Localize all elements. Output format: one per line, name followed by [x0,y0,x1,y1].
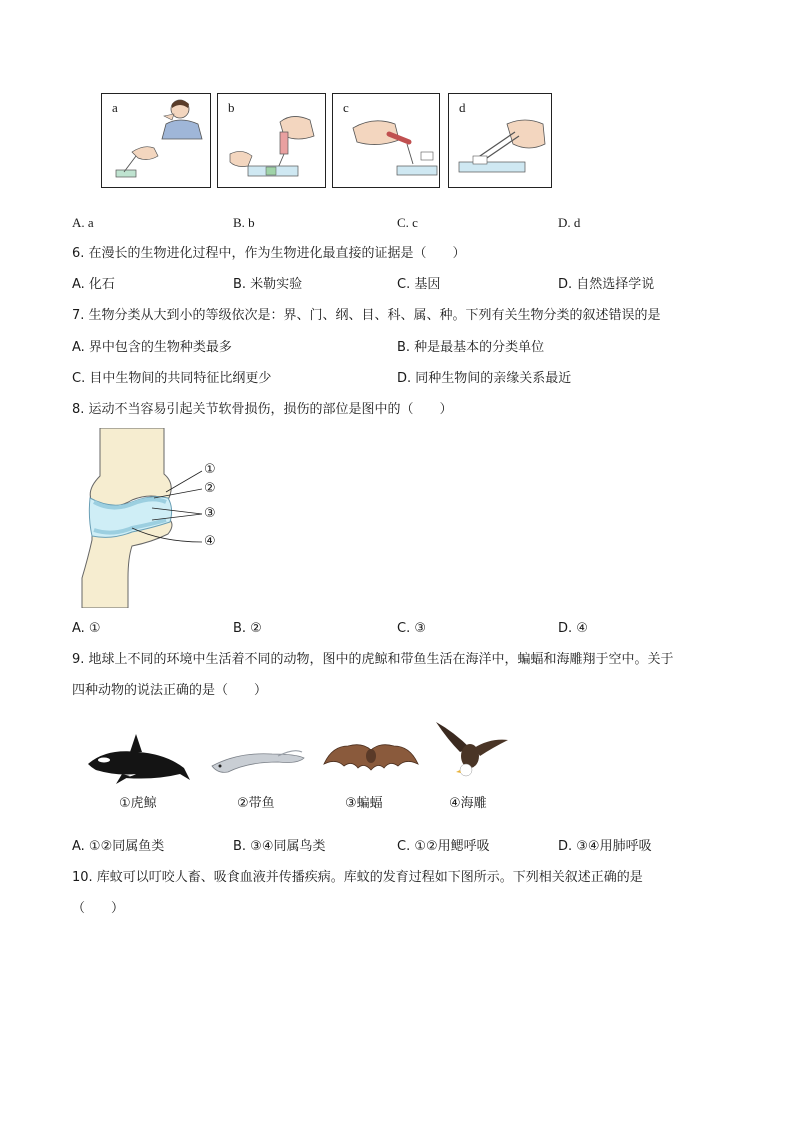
q5-option-d[interactable]: D. d [558,215,581,230]
q8-option-c[interactable]: C. ③ [397,621,426,636]
q10-stem-line1: 10. 库蚊可以叮咬人畜、吸食血液并传播疾病。库蚊的发育过程如下图所示。下列相关叙述正确的是 [72,870,643,885]
panel-label: b [228,100,235,115]
q9-option-b[interactable]: B. ③④同属鸟类 [233,839,326,854]
q7-option-b[interactable]: B. 种是最基本的分类单位 [397,340,545,355]
q6-option-b[interactable]: B. 米勒实验 [233,277,303,292]
q6-option-c[interactable]: C. 基因 [397,277,441,292]
panel-d [448,93,552,188]
caption-orca: ①虎鲸 [119,796,157,811]
orca-image [86,730,192,786]
q5-option-b[interactable]: B. b [233,215,255,230]
caption-sea-eagle: ④海雕 [449,796,487,811]
q8-option-b[interactable]: B. ② [233,621,262,636]
q10-stem-line2: （ ） [72,901,125,916]
panel-c [332,93,440,188]
panel-label: a [112,100,118,115]
knee-label-2: ② [204,481,216,496]
bat-image [322,740,420,784]
q7-option-d[interactable]: D. 同种生物间的亲缘关系最近 [397,371,572,386]
panel-b [217,93,326,188]
q5-option-c[interactable]: C. c [397,215,418,230]
q7-option-a[interactable]: A. 界中包含的生物种类最多 [72,340,232,355]
q9-stem-line1: 9. 地球上不同的环境中生活着不同的动物，图中的虎鲸和带鱼生活在海洋中，蝙蝠和海雕翔于空中。关于 [72,652,674,667]
knee-label-3: ③ [204,506,216,521]
q8-option-d[interactable]: D. ④ [558,621,588,636]
knee-label-4: ④ [204,534,216,549]
person-wiping-mouth-illustration [102,94,210,187]
q9-option-a[interactable]: A. ①②同属鱼类 [72,839,165,854]
panel-label: d [459,100,466,115]
q9-option-d[interactable]: D. ③④用肺呼吸 [558,839,652,854]
q8-option-a[interactable]: A. ① [72,621,101,636]
caption-bat: ③蝙蝠 [345,796,383,811]
q7-option-c[interactable]: C. 目中生物间的共同特征比纲更少 [72,371,272,386]
panel-a [101,93,211,188]
q5-option-a[interactable]: A. a [72,215,94,230]
q9-option-c[interactable]: C. ①②用鳃呼吸 [397,839,490,854]
sea-eagle-image [430,718,510,784]
q6-stem: 6. 在漫长的生物进化过程中，作为生物进化最直接的证据是（ ） [72,246,466,261]
q9-stem-line2: 四种动物的说法正确的是（ ） [72,683,268,698]
q6-option-a[interactable]: A. 化石 [72,277,115,292]
panel-label: c [343,100,349,115]
caption-ribbonfish: ②带鱼 [237,796,275,811]
knee-label-1: ① [204,462,216,477]
ribbonfish-image [208,742,308,778]
q7-stem: 7. 生物分类从大到小的等级依次是：界、门、纲、目、科、属、种。下列有关生物分类的叙述错误的是 [72,308,661,323]
q8-stem: 8. 运动不当容易引起关节软骨损伤，损伤的部位是图中的（ ） [72,402,453,417]
q6-option-d[interactable]: D. 自然选择学说 [558,277,655,292]
